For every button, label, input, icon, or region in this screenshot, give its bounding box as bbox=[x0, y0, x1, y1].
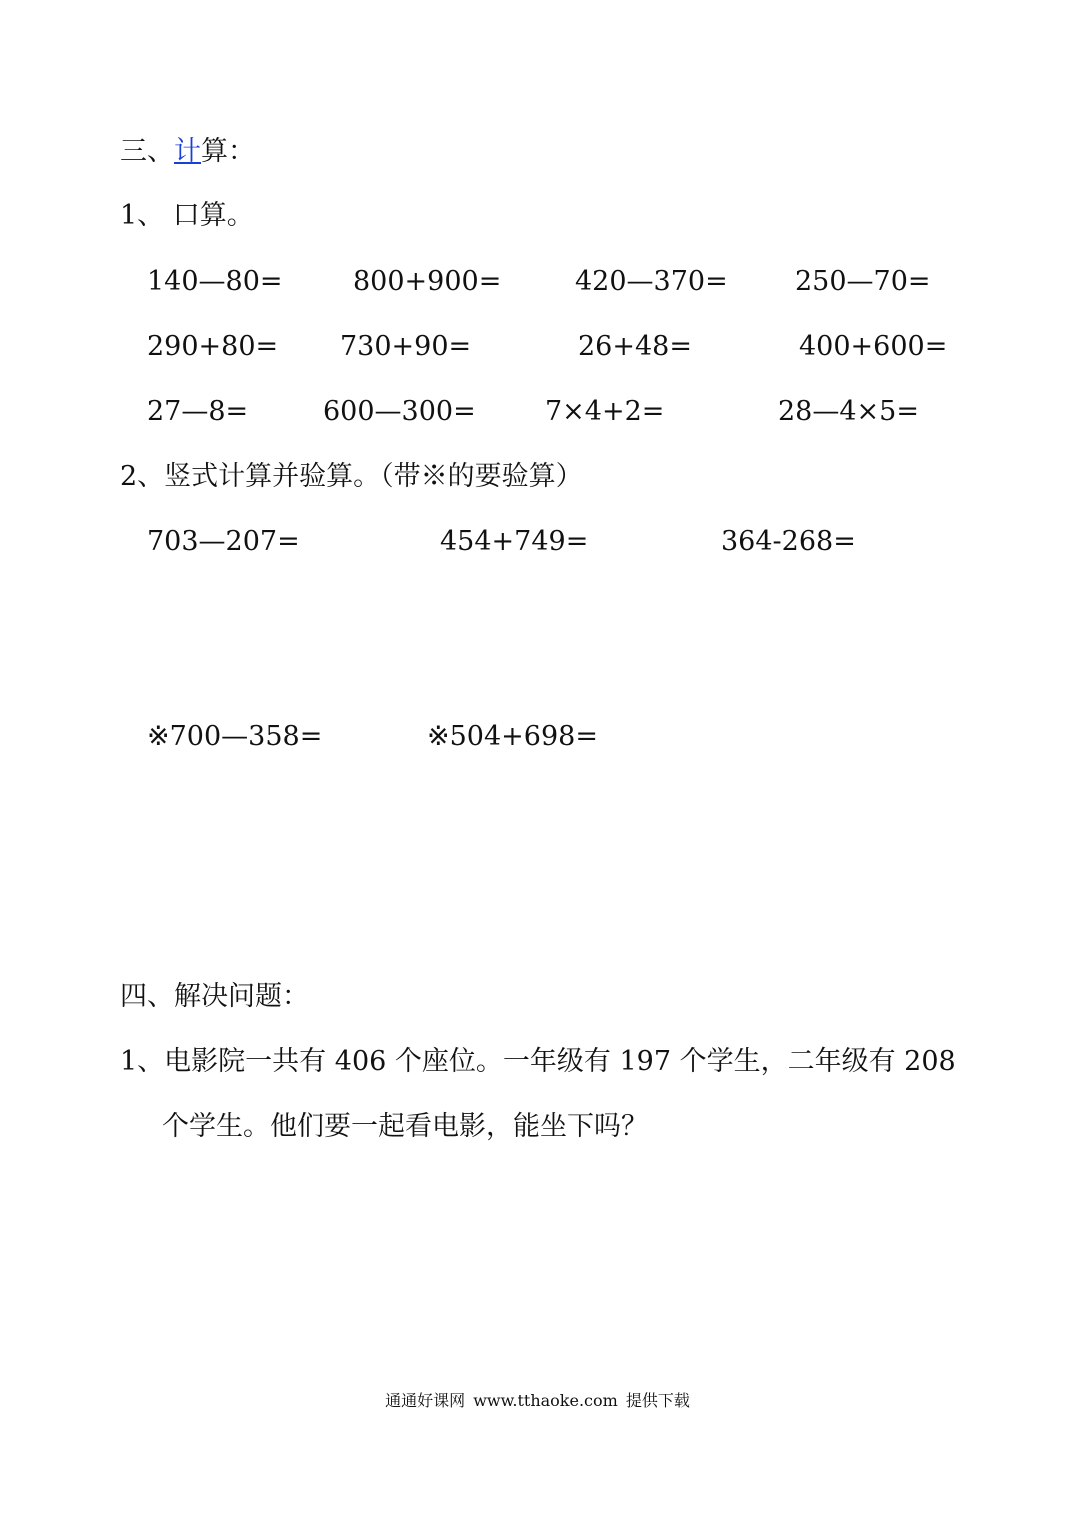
oral-problem: 600—300= bbox=[323, 396, 476, 427]
vertical-calc-problem: ※700—358= bbox=[147, 721, 323, 752]
oral-problem: 290+80= bbox=[147, 331, 279, 362]
part-2-title: 2、竖式计算并验算。（带※的要验算） bbox=[120, 461, 583, 492]
oral-problem: 28—4×5= bbox=[778, 396, 919, 427]
oral-problem: 400+600= bbox=[799, 331, 948, 362]
oral-problem: 7×4+2= bbox=[545, 396, 665, 427]
page-footer bbox=[0, 1390, 1075, 1412]
oral-problem: 140—80= bbox=[147, 266, 283, 297]
footer-site-name: 通通好课网 bbox=[385, 1391, 466, 1410]
section-4-heading: 四、解决问题： bbox=[120, 981, 309, 1012]
section-3-title-rest: 算： bbox=[201, 136, 255, 167]
section-3-link[interactable]: 计 bbox=[174, 136, 201, 167]
oral-problem: 26+48= bbox=[578, 331, 692, 362]
oral-problem: 250—70= bbox=[795, 266, 931, 297]
footer-url: www.tthaoke.com bbox=[473, 1391, 618, 1410]
section-3-heading bbox=[120, 135, 255, 169]
oral-problem: 730+90= bbox=[340, 331, 472, 362]
vertical-calc-problem: 703—207= bbox=[147, 526, 300, 557]
oral-problem: 800+900= bbox=[353, 266, 502, 297]
footer-suffix: 提供下载 bbox=[625, 1391, 690, 1410]
oral-problem: 27—8= bbox=[147, 396, 249, 427]
vertical-calc-problem: ※504+698= bbox=[427, 721, 598, 752]
oral-problem: 420—370= bbox=[575, 266, 728, 297]
word-problem-line-2: 个学生。他们要一起看电影，能坐下吗？ bbox=[162, 1111, 648, 1142]
section-3-number: 三、 bbox=[120, 136, 174, 167]
word-problem-line-1: 1、电影院一共有 406 个座位。一年级有 197 个学生，二年级有 208 bbox=[120, 1046, 956, 1077]
part-1-title: 1、 口算。 bbox=[120, 200, 254, 231]
vertical-calc-problem: 364-268= bbox=[721, 526, 856, 557]
vertical-calc-problem: 454+749= bbox=[440, 526, 589, 557]
